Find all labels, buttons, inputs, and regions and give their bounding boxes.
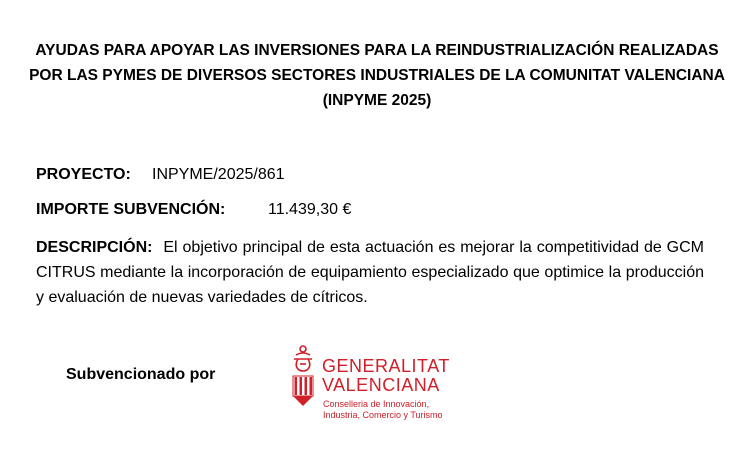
subvencionado-label: Subvencionado por xyxy=(66,366,216,383)
conselleria-line-2: Industria, Comercio y Turismo xyxy=(323,410,443,420)
generalitat-logo xyxy=(290,344,480,424)
proyecto-row xyxy=(36,166,285,184)
proyecto-value: INPYME/2025/861 xyxy=(152,166,285,183)
logo-line-1: GENERALITAT xyxy=(322,356,450,376)
document-title xyxy=(0,38,754,113)
title-line-2: POR LAS PYMES DE DIVERSOS SECTORES INDUSTRIALES DE LA COMUNITAT VALENCIANA xyxy=(29,67,725,84)
descripcion-label: DESCRIPCIÓN: xyxy=(36,239,153,256)
importe-label: IMPORTE SUBVENCIÓN: xyxy=(36,201,226,218)
title-line-3: (INPYME 2025) xyxy=(322,92,432,109)
title-line-1: AYUDAS PARA APOYAR LAS INVERSIONES PARA LA REINDUSTRIALIZACIÓN REALIZADAS xyxy=(35,42,719,59)
conselleria-line-1: Conselleria de Innovación, xyxy=(323,399,430,409)
importe-row xyxy=(36,201,352,219)
generalitat-shield-icon xyxy=(290,344,318,408)
descripcion-text: El objetivo principal de esta actuación es mejorar la competitividad de GCM CITRUS mediante la incorporación de equipamiento especializado que optimice la producción y evaluación de nuevas variedades de cítricos. xyxy=(36,239,704,306)
descripcion-block xyxy=(36,235,704,310)
conselleria-text xyxy=(323,399,443,421)
logo-line-2: VALENCIANA xyxy=(322,375,440,395)
proyecto-label: PROYECTO: xyxy=(36,166,131,183)
importe-value: 11.439,30 € xyxy=(268,201,352,218)
